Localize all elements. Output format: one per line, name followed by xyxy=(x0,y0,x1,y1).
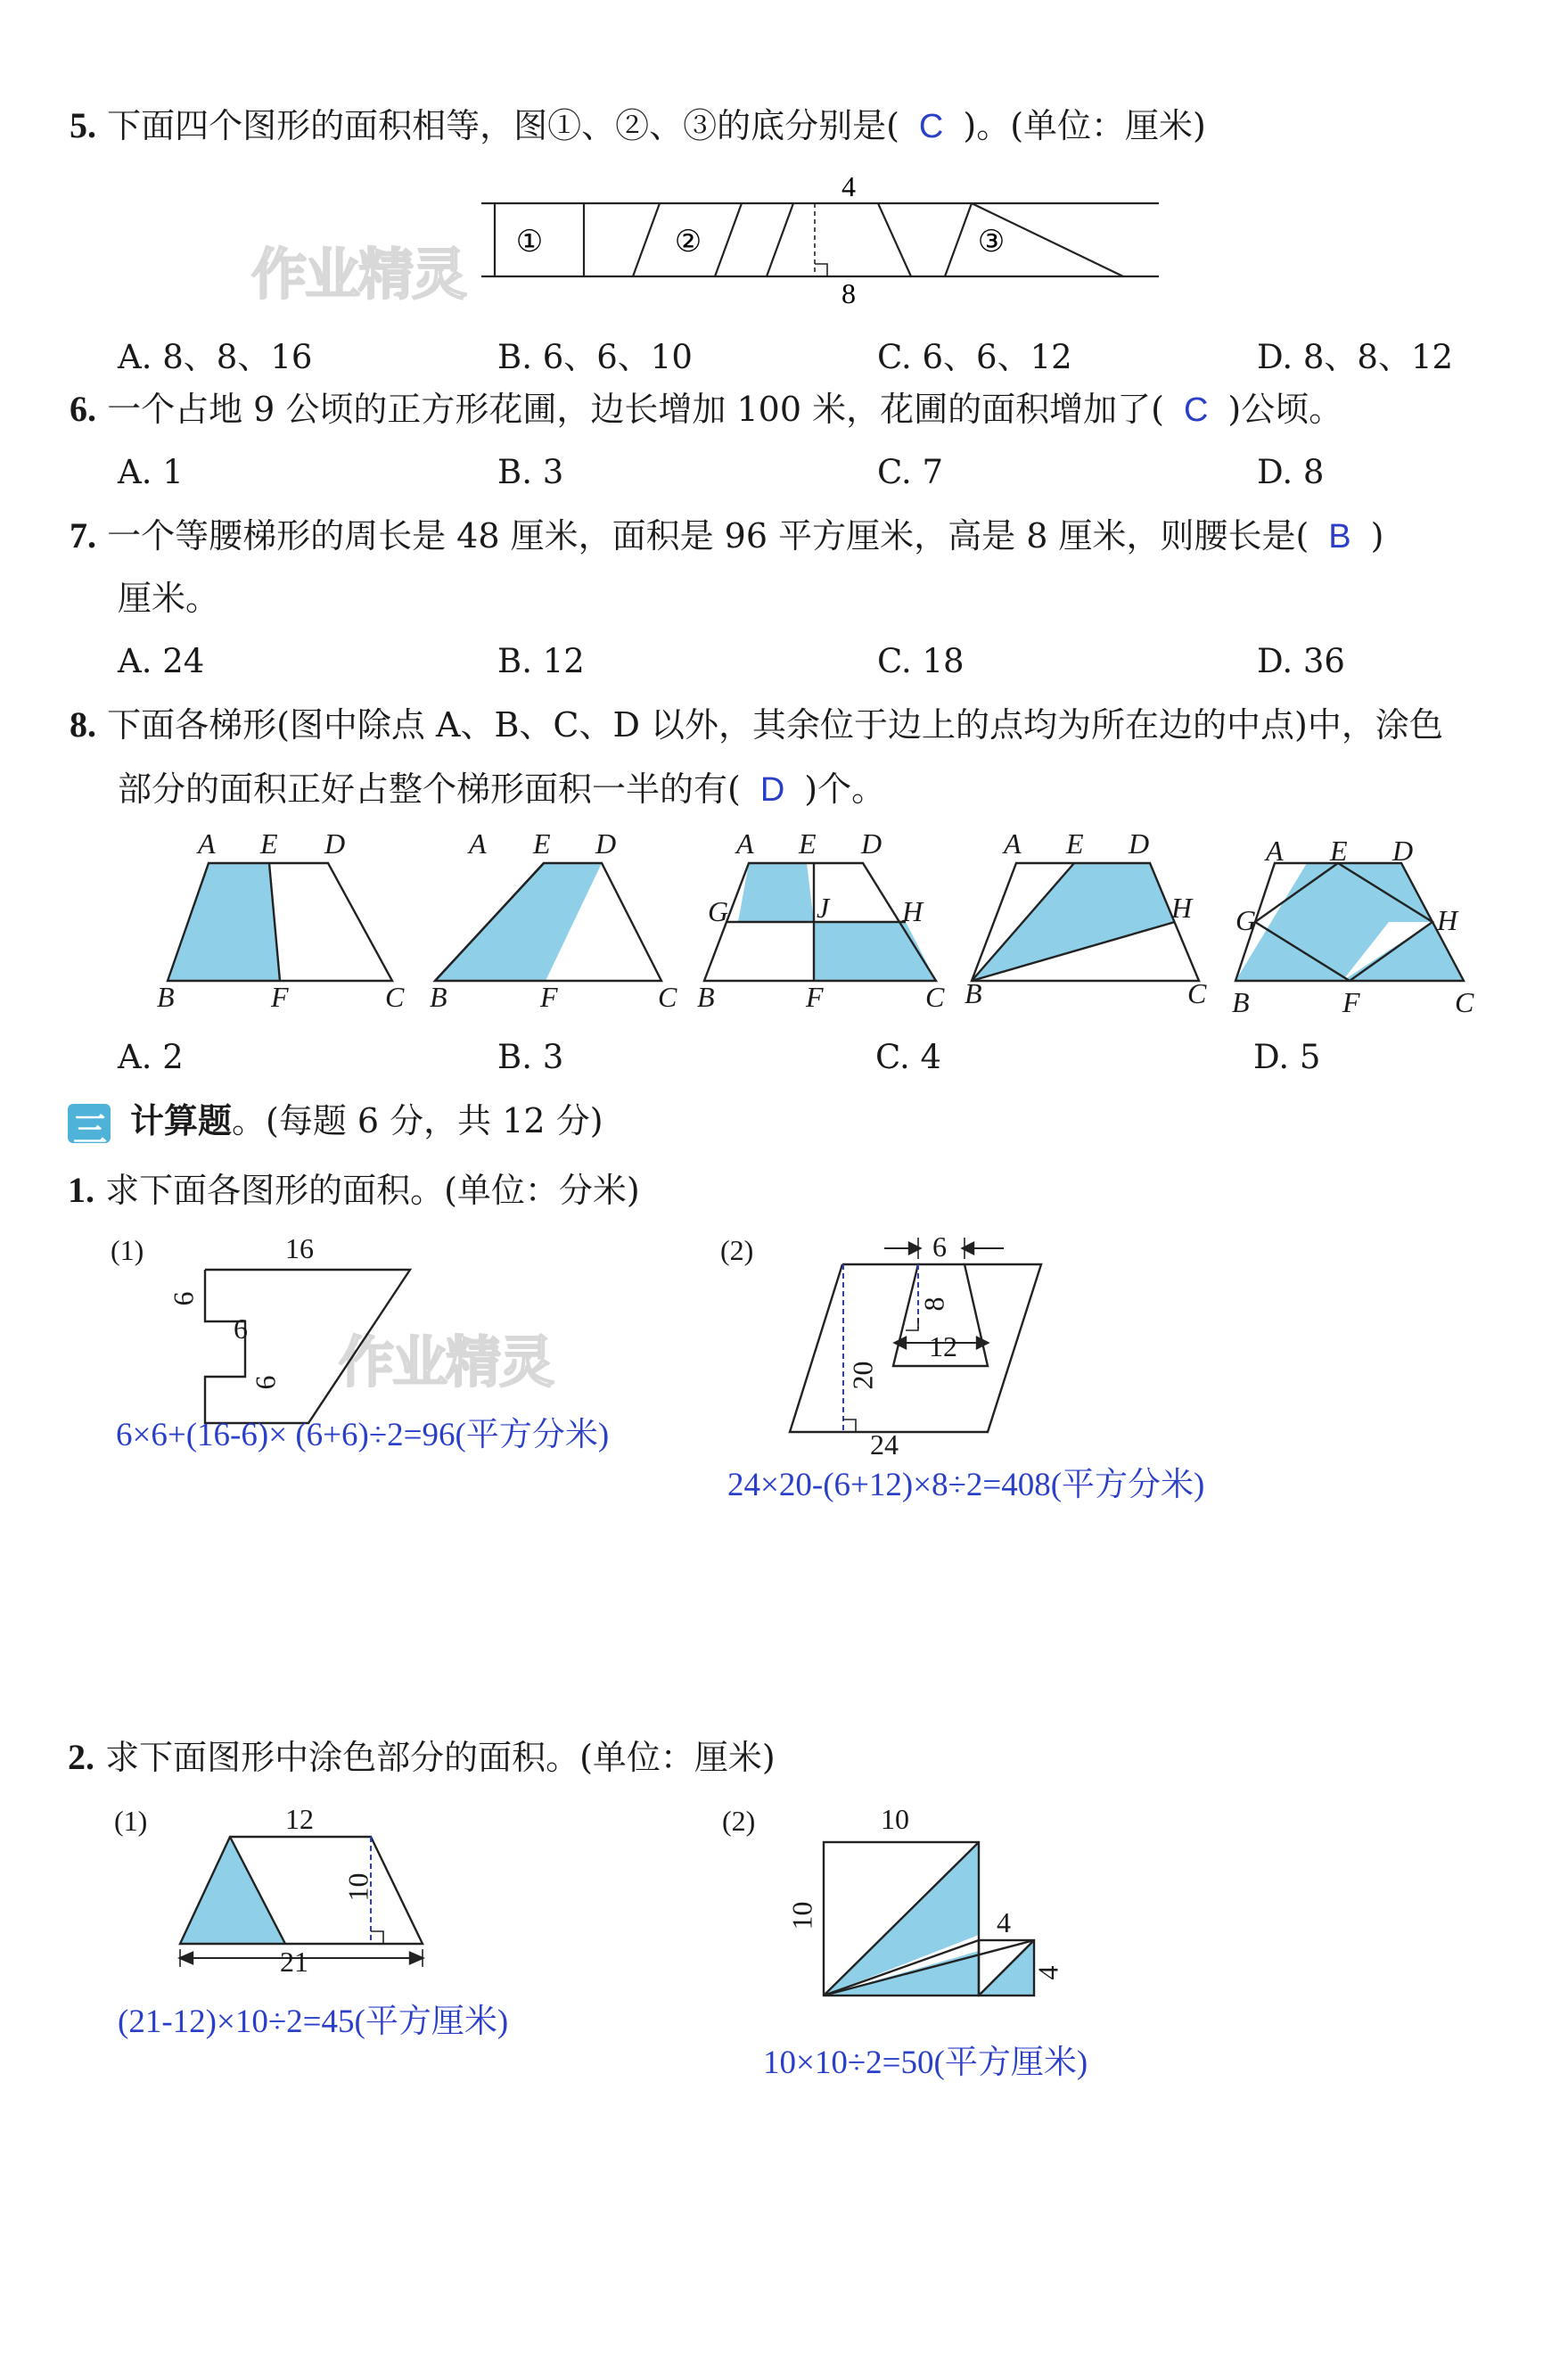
q5-option-d: D. 8、8、12 xyxy=(1257,338,1454,376)
q5-label-1: ① xyxy=(515,224,544,259)
fig3-point-j: J xyxy=(817,892,830,924)
calc2-number: 2. xyxy=(68,1737,94,1777)
calc2-p2-small-top: 4 xyxy=(997,1906,1011,1938)
fig3-point-c: C xyxy=(925,981,945,1013)
fig1-point-b: B xyxy=(157,981,175,1013)
q6-number: 6. xyxy=(70,389,96,429)
q5-text-before: 下面四个图形的面积相等，图①、②、③的底分别是( xyxy=(107,106,899,145)
q7-option-b: B. 12 xyxy=(497,642,585,680)
calc2-p1-solution: (21-12)×10÷2=45(平方厘米) xyxy=(118,2004,509,2040)
q6-option-d: D. 8 xyxy=(1257,453,1325,491)
calc1-p1-low: 6 xyxy=(249,1375,282,1390)
fig2-point-f: F xyxy=(540,981,558,1013)
fig5-point-c: C xyxy=(1455,986,1474,1018)
q8-text-before: 部分的面积正好占整个梯形面积一半的有( xyxy=(118,769,741,809)
fig2-point-a: A xyxy=(469,827,487,860)
q8-text-line1: 下面各梯形(图中除点 A、B、C、D 以外，其余位于边上的点均为所在边的中点)中，涂色 xyxy=(107,705,1443,745)
calc1-p2-base: 24 xyxy=(870,1428,899,1461)
calc1-p1-top: 16 xyxy=(285,1232,314,1264)
q6-option-b: B. 3 xyxy=(497,453,564,491)
fig4-point-h: H xyxy=(1171,892,1193,924)
fig5-point-f: F xyxy=(1342,986,1360,1018)
q7-option-a: A. 24 xyxy=(118,642,205,680)
q8-text-after: )个。 xyxy=(804,769,886,809)
q5-label-2: ② xyxy=(674,224,702,259)
q6-text-before: 一个占地 9 公顷的正方形花圃，边长增加 100 米，花圃的面积增加了( xyxy=(107,390,1164,429)
q8-option-b: B. 3 xyxy=(497,1038,564,1076)
calc1-p1-solution: 6×6+(16-6)× (6+6)÷2=96(平方分米) xyxy=(116,1417,610,1453)
calc2-part2-tag: (2) xyxy=(722,1805,756,1837)
q6-text-after: )公顷。 xyxy=(1227,390,1343,429)
q7-text-after: ) xyxy=(1370,516,1384,555)
q5-bottom-label: 8 xyxy=(841,277,856,309)
calc1-p2-mid: 12 xyxy=(929,1330,957,1362)
fig3-point-h: H xyxy=(902,895,924,927)
calc1-text: 求下面各图形的面积。(单位：分米) xyxy=(105,1171,640,1210)
fig3-point-a: A xyxy=(736,827,754,860)
fig1-point-e: E xyxy=(260,827,278,860)
section-note: 。(每题 6 分，共 12 分) xyxy=(232,1101,603,1140)
calc1-p2-h: 8 xyxy=(917,1296,950,1312)
calc1-part1-tag: (1) xyxy=(111,1234,144,1266)
fig3-point-f: F xyxy=(806,981,824,1013)
fig4-point-a: A xyxy=(1004,827,1022,860)
calc1-part2-tag: (2) xyxy=(720,1234,754,1266)
fig1-point-c: C xyxy=(385,981,405,1013)
fig1-point-d: D xyxy=(324,827,346,860)
fig5-point-b: B xyxy=(1232,986,1250,1018)
fig4-point-b: B xyxy=(965,977,982,1009)
q5-option-a: A. 8、8、16 xyxy=(118,338,313,376)
q8-option-c: C. 4 xyxy=(875,1038,942,1076)
q6-option-a: A. 1 xyxy=(118,453,184,491)
calc2-p2-left: 10 xyxy=(785,1901,818,1930)
calc1-p1-mid: 6 xyxy=(234,1313,248,1345)
fig4-point-d: D xyxy=(1129,827,1150,860)
calc2-p2-solution: 10×10÷2=50(平方厘米) xyxy=(763,2045,1088,2081)
q7-answer: B xyxy=(1328,518,1351,555)
q8-option-a: A. 2 xyxy=(118,1038,184,1076)
fig2-point-b: B xyxy=(430,981,447,1013)
q8-number: 8. xyxy=(70,704,96,745)
q5-text-after: )。(单位：厘米) xyxy=(963,106,1206,145)
fig2-point-d: D xyxy=(595,827,617,860)
calc2-text: 求下面图形中涂色部分的面积。(单位：厘米) xyxy=(105,1738,776,1777)
watermark-2: 作业精灵 xyxy=(339,1329,554,1395)
fig4-point-e: E xyxy=(1066,827,1084,860)
fig3-point-b: B xyxy=(697,981,715,1013)
watermark: 作业精灵 xyxy=(251,242,466,307)
calc2-p2-top: 10 xyxy=(881,1803,909,1835)
q7-text-before: 一个等腰梯形的周长是 48 厘米，面积是 96 平方厘米，高是 8 厘米，则腰长是( xyxy=(107,516,1309,555)
fig5-point-d: D xyxy=(1392,835,1414,867)
calc2-p1-h: 10 xyxy=(341,1872,374,1902)
fig1-point-a: A xyxy=(198,827,216,860)
calc1-p2-height: 20 xyxy=(846,1361,879,1390)
calc2-p1-base: 21 xyxy=(280,1946,308,1978)
fig5-point-g: G xyxy=(1236,904,1257,936)
q5-top-label: 4 xyxy=(841,170,856,202)
calc2-part1-tag: (1) xyxy=(114,1805,148,1837)
q7-number: 7. xyxy=(70,515,96,555)
q5-answer: C xyxy=(918,108,944,145)
fig3-point-g: G xyxy=(708,895,729,927)
q6-answer: C xyxy=(1183,391,1209,429)
q5-number: 5. xyxy=(70,105,96,145)
fig3-point-e: E xyxy=(799,827,817,860)
section-title: 计算题 xyxy=(130,1101,233,1140)
q7-line2: 厘米。 xyxy=(118,579,220,618)
fig3-point-d: D xyxy=(861,827,883,860)
fig2-point-c: C xyxy=(658,981,677,1013)
section-badge-mark: 三 xyxy=(73,1110,108,1149)
calc1-number: 1. xyxy=(68,1170,94,1210)
fig5-point-e: E xyxy=(1330,835,1348,867)
fig1-point-f: F xyxy=(271,981,289,1013)
fig2-point-e: E xyxy=(533,827,551,860)
calc2-p1-top: 12 xyxy=(285,1803,314,1835)
calc1-p2-solution: 24×20-(6+12)×8÷2=408(平方分米) xyxy=(727,1467,1205,1503)
fig5-point-a: A xyxy=(1266,835,1284,867)
q5-option-b: B. 6、6、10 xyxy=(497,338,693,376)
q6-option-c: C. 7 xyxy=(877,453,944,491)
q8-option-d: D. 5 xyxy=(1253,1038,1321,1076)
calc1-p2-top: 6 xyxy=(932,1230,947,1263)
calc2-p2-small-right: 4 xyxy=(1031,1965,1064,1980)
fig4-point-c: C xyxy=(1187,977,1207,1009)
fig5-point-h: H xyxy=(1437,904,1458,936)
q5-option-c: C. 6、6、12 xyxy=(877,338,1072,376)
q7-option-c: C. 18 xyxy=(877,642,965,680)
q5-label-3: ③ xyxy=(977,224,1006,259)
calc1-p1-left: 6 xyxy=(167,1291,200,1306)
q8-answer: D xyxy=(759,771,785,809)
q7-option-d: D. 36 xyxy=(1257,642,1345,680)
